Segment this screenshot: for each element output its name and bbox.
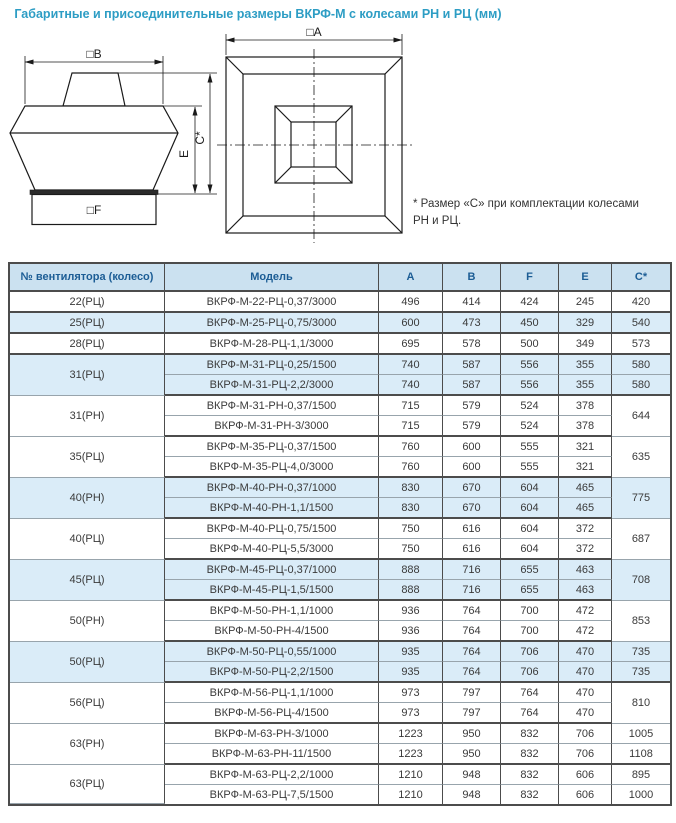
fan-body-outline [10,73,178,225]
dim-e-cell: 606 [559,785,612,804]
dim-e-cell: 372 [559,519,612,539]
dim-a-cell: 1210 [379,765,443,785]
dim-a-cell: 1223 [379,724,443,744]
model-cell: ВКРФ-М-31-РН-3/3000 [165,416,379,437]
motor-cap-shape [63,73,125,106]
dim-label-C: C* [193,131,207,145]
dimensions-table-wrapper [8,262,672,806]
dim-c-merged-cell: 708 [612,560,670,601]
dim-c-cell: 1005 [612,724,670,744]
dim-b-cell: 764 [443,601,501,621]
dim-e-cell: 706 [559,724,612,744]
dim-b-cell: 616 [443,539,501,560]
dim-e-cell: 321 [559,457,612,478]
dim-b-cell: 764 [443,621,501,642]
model-cell: ВКРФ-М-50-РЦ-2,2/1500 [165,662,379,683]
fan-number-cell: 45(РЦ) [10,560,165,601]
table-row [10,334,670,355]
dim-f-cell: 524 [501,416,559,437]
dim-e-cell: 606 [559,765,612,785]
dim-f-cell: 604 [501,519,559,539]
dim-a-cell: 888 [379,580,443,601]
model-cell: ВКРФ-М-50-РН-4/1500 [165,621,379,642]
dim-a-cell: 750 [379,539,443,560]
dim-f-cell: 556 [501,375,559,396]
dim-e-cell: 378 [559,416,612,437]
fan-number-cell: 50(РЦ) [10,642,165,683]
dim-b-cell: 579 [443,416,501,437]
dim-c-cell: 573 [612,334,670,355]
fan-number-cell: 63(РЦ) [10,765,165,804]
dim-b-cell: 948 [443,785,501,804]
dim-c-merged-cell: 687 [612,519,670,560]
dim-b-cell: 764 [443,662,501,683]
fan-side-view-drawing [0,30,232,230]
header-model: Модель [165,264,379,292]
dim-e-cell: 465 [559,478,612,498]
dim-c-merged-cell: 775 [612,478,670,519]
dim-c-cell: 540 [612,313,670,334]
dim-e-cell: 470 [559,642,612,662]
fan-number-cell: 25(РЦ) [10,313,165,334]
dim-a-cell: 936 [379,621,443,642]
model-cell: ВКРФ-М-22-РЦ-0,37/3000 [165,292,379,313]
dim-f-cell: 424 [501,292,559,313]
model-cell: ВКРФ-М-40-РН-1,1/1500 [165,498,379,519]
dim-b-cell: 797 [443,683,501,703]
dim-a-cell: 760 [379,437,443,457]
dim-f-cell: 832 [501,724,559,744]
header-a: A [379,264,443,292]
model-cell: ВКРФ-М-63-РЦ-7,5/1500 [165,785,379,804]
header-c: C* [612,264,670,292]
dim-a-cell: 600 [379,313,443,334]
table-row [10,313,670,334]
dim-e-cell: 472 [559,621,612,642]
dim-e-cell: 470 [559,662,612,683]
dim-e-cell: 329 [559,313,612,334]
dim-e-cell: 470 [559,683,612,703]
dim-b-cell: 716 [443,580,501,601]
fan-number-cell: 35(РЦ) [10,437,165,478]
dimensions-table [8,262,672,806]
dim-label-E: E [177,149,191,159]
dim-a-cell: 973 [379,683,443,703]
dim-b-cell: 764 [443,642,501,662]
dim-e-cell: 349 [559,334,612,355]
header-b: B [443,264,501,292]
model-cell: ВКРФ-М-40-РН-0,37/1000 [165,478,379,498]
fan-number-cell: 56(РЦ) [10,683,165,724]
dim-a-cell: 935 [379,662,443,683]
model-cell: ВКРФ-М-40-РЦ-0,75/1500 [165,519,379,539]
centerlines [217,49,413,243]
dim-c-cell: 1108 [612,744,670,765]
dim-f-cell: 500 [501,334,559,355]
model-cell: ВКРФ-М-56-РЦ-1,1/1000 [165,683,379,703]
dim-c-merged-cell: 810 [612,683,670,724]
dim-c-cell: 580 [612,375,670,396]
page-title: Габаритные и присоединительные размеры ВКРФ-М с колесами РН и РЦ (мм) [14,7,502,21]
model-cell: ВКРФ-М-35-РЦ-4,0/3000 [165,457,379,478]
dim-a-cell: 695 [379,334,443,355]
dim-c-cell: 1000 [612,785,670,804]
dim-e-cell: 706 [559,744,612,765]
dim-f-cell: 655 [501,580,559,601]
table-row [10,683,670,703]
table-row [10,355,670,375]
dim-b-cell: 797 [443,703,501,724]
footnote [413,196,663,231]
model-cell: ВКРФ-М-28-РЦ-1,1/3000 [165,334,379,355]
dim-label-A: □A [306,25,322,39]
dim-f-cell: 450 [501,313,559,334]
fan-top-view-drawing [213,25,418,250]
dim-f-cell: 832 [501,765,559,785]
dim-e-cell: 355 [559,375,612,396]
dim-a-cell: 715 [379,416,443,437]
dim-f-cell: 604 [501,478,559,498]
dim-b-cell: 473 [443,313,501,334]
dim-e-cell: 355 [559,355,612,375]
model-cell: ВКРФ-М-50-РЦ-0,55/1000 [165,642,379,662]
fan-housing-shape [10,106,178,190]
dim-c-merged-cell: 635 [612,437,670,478]
model-cell: ВКРФ-М-45-РЦ-1,5/1500 [165,580,379,601]
dim-a-cell: 496 [379,292,443,313]
dim-e-cell: 472 [559,601,612,621]
fan-number-cell: 28(РЦ) [10,334,165,355]
dim-a-cell: 1210 [379,785,443,804]
dim-b-cell: 616 [443,519,501,539]
dim-a-cell: 888 [379,560,443,580]
dim-label-F: □F [86,203,102,217]
dim-a-cell: 740 [379,375,443,396]
dim-c-cell: 895 [612,765,670,785]
header-e: E [559,264,612,292]
dim-f-cell: 832 [501,785,559,804]
dim-f-cell: 604 [501,498,559,519]
table-row [10,765,670,785]
dim-b-cell: 950 [443,744,501,765]
dim-e-cell: 378 [559,396,612,416]
dim-c-cell: 735 [612,642,670,662]
fan-number-cell: 31(РН) [10,396,165,437]
model-cell: ВКРФ-М-31-РЦ-0,25/1500 [165,355,379,375]
dim-f-cell: 706 [501,642,559,662]
dim-a-cell: 750 [379,519,443,539]
table-row [10,519,670,539]
dim-b-cell: 600 [443,437,501,457]
dim-a-cell: 973 [379,703,443,724]
model-cell: ВКРФ-М-35-РЦ-0,37/1500 [165,437,379,457]
dim-a-cell: 1223 [379,744,443,765]
dim-f-cell: 655 [501,560,559,580]
dim-b-cell: 587 [443,355,501,375]
dim-c-merged-cell: 853 [612,601,670,642]
dim-e-cell: 372 [559,539,612,560]
dim-b-cell: 670 [443,498,501,519]
dim-f-cell: 556 [501,355,559,375]
dim-b-cell: 948 [443,765,501,785]
dim-b-cell: 414 [443,292,501,313]
dim-f-cell: 555 [501,457,559,478]
model-cell: ВКРФ-М-45-РЦ-0,37/1000 [165,560,379,580]
table-row [10,292,670,313]
fan-number-cell: 40(РН) [10,478,165,519]
dim-f-cell: 604 [501,539,559,560]
dim-a-cell: 715 [379,396,443,416]
table-row [10,437,670,457]
dim-f-cell: 524 [501,396,559,416]
dim-f-cell: 764 [501,703,559,724]
table-row [10,560,670,580]
dim-f-cell: 700 [501,621,559,642]
dim-b-cell: 716 [443,560,501,580]
fan-number-cell: 40(РЦ) [10,519,165,560]
dim-f-cell: 832 [501,744,559,765]
dim-c-cell: 580 [612,355,670,375]
model-cell: ВКРФ-М-56-РЦ-4/1500 [165,703,379,724]
dim-e-cell: 465 [559,498,612,519]
dim-b-cell: 950 [443,724,501,744]
flange-shape [30,190,158,195]
dim-c-cell: 420 [612,292,670,313]
model-cell: ВКРФ-М-40-РЦ-5,5/3000 [165,539,379,560]
fan-number-cell: 22(РЦ) [10,292,165,313]
dim-a-cell: 935 [379,642,443,662]
table-row [10,396,670,416]
table-row [10,478,670,498]
dim-a-cell: 740 [379,355,443,375]
dim-f-cell: 706 [501,662,559,683]
table-row [10,642,670,662]
dim-e-cell: 463 [559,560,612,580]
model-cell: ВКРФ-М-63-РН-11/1500 [165,744,379,765]
dim-label-B: □B [86,47,102,61]
fan-number-cell: 31(РЦ) [10,355,165,396]
table-row [10,724,670,744]
footnote-line1: * Размер «С» при комплектации колесами [413,198,639,210]
dim-e-cell: 321 [559,437,612,457]
model-cell: ВКРФ-М-31-РЦ-2,2/3000 [165,375,379,396]
dim-a-cell: 830 [379,498,443,519]
dim-b-cell: 579 [443,396,501,416]
table-header-row [10,264,670,292]
dim-c-cell: 735 [612,662,670,683]
fan-number-cell: 50(РН) [10,601,165,642]
footnote-line2: РН и РЦ. [413,215,462,228]
model-cell: ВКРФ-М-31-РН-0,37/1500 [165,396,379,416]
dim-a-cell: 830 [379,478,443,498]
model-cell: ВКРФ-М-63-РЦ-2,2/1000 [165,765,379,785]
dim-e-cell: 245 [559,292,612,313]
dim-b-cell: 578 [443,334,501,355]
dim-a-cell: 760 [379,457,443,478]
dim-e-cell: 463 [559,580,612,601]
header-f: F [501,264,559,292]
dim-f-cell: 700 [501,601,559,621]
dim-c-merged-cell: 644 [612,396,670,437]
dim-b-cell: 600 [443,457,501,478]
dim-b-cell: 670 [443,478,501,498]
fan-number-cell: 63(РН) [10,724,165,765]
model-cell: ВКРФ-М-63-РН-3/1000 [165,724,379,744]
model-cell: ВКРФ-М-50-РН-1,1/1000 [165,601,379,621]
dim-f-cell: 555 [501,437,559,457]
dim-a-cell: 936 [379,601,443,621]
table-row [10,601,670,621]
dim-e-cell: 470 [559,703,612,724]
dim-b-cell: 587 [443,375,501,396]
dim-f-cell: 764 [501,683,559,703]
model-cell: ВКРФ-М-25-РЦ-0,75/3000 [165,313,379,334]
header-fan-number: № вентилятора (колесо) [10,264,165,292]
